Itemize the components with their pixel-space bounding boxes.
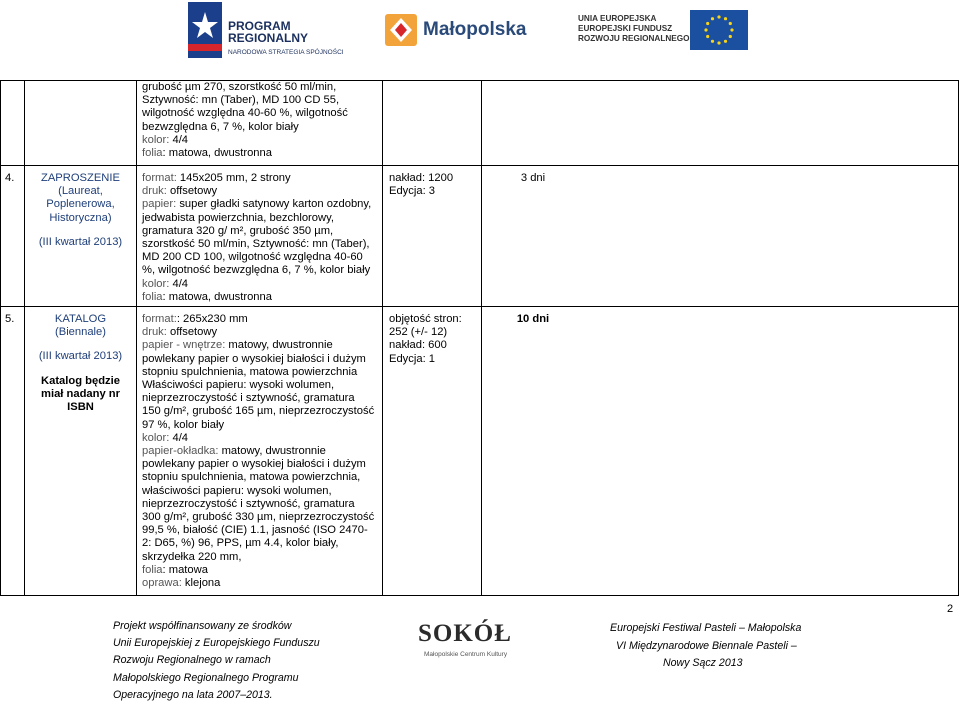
time-label: 3 dni xyxy=(520,172,546,184)
sokol-text: SOKÓŁ xyxy=(418,620,512,647)
spec-line: 2: D65, %) 96, PPS, µm 4.4, kolor biały, xyxy=(142,537,339,550)
naklad-label: nakład: 1200 xyxy=(389,172,454,184)
program-regionalny-logo xyxy=(188,2,348,68)
program-subtitle: NARODOWA STRATEGIA SPÓJNOŚCI xyxy=(228,49,344,56)
pages-value: 252 (+/- 12) xyxy=(389,326,448,339)
row-number: 5. xyxy=(5,313,15,325)
spec-line: gramatura 320 g/ m², grubość 350 µm, xyxy=(142,224,334,237)
spec-line: szorstkość 50 ml/min, Sztywność: mn (Taber), xyxy=(142,238,370,251)
sokol-logo xyxy=(418,620,518,660)
column-border xyxy=(136,80,137,596)
spec-line: nieprzezroczystość i sztywność, gramatura xyxy=(142,392,355,405)
kolor-line: kolor: 4/4 xyxy=(142,431,189,444)
spec-line: skrzydełka 220 mm, xyxy=(142,550,242,563)
folia-line: folia: matowa, dwustronna xyxy=(142,147,272,160)
edycja-label: Edycja: 1 xyxy=(389,352,436,365)
program-title-2: REGIONALNY xyxy=(228,31,309,45)
eu-flag-icon xyxy=(690,10,748,50)
quantity-cell xyxy=(389,172,453,198)
isbn-note: Katalog będzie miał nadany nr ISBN xyxy=(41,374,120,414)
item-name-cell: KATALOG (Biennale) (III kwartał 2013) Katalog będzie miał nadany nr ISBN xyxy=(25,313,136,414)
malopolska-logo xyxy=(385,14,530,48)
spec-line: Właściwości papieru: wysoki wolumen, xyxy=(142,379,335,392)
spec-line: %, wilgotność bezwzględna 6, 7 %, kolor biały xyxy=(142,264,371,277)
spec-line: nieprzezroczystość i sztywność, gramatura xyxy=(142,497,355,510)
folia-line: folia: matowa, dwustronna xyxy=(142,290,272,303)
column-border xyxy=(481,80,482,596)
spec-line: 99,5 %, białość (CIE) 1.1, jasność (ISO 2470- xyxy=(142,524,368,537)
column-border xyxy=(0,80,1,596)
kolor-line: kolor: 4/4 xyxy=(142,133,189,146)
format-line: format:: 265x230 mm xyxy=(142,313,248,325)
pages-label: objętość stron: xyxy=(389,313,462,325)
naklad-label: nakład: 600 xyxy=(389,339,447,352)
time-cell xyxy=(482,313,584,326)
spec-line: powlekany papier o wysokiej białości i dużym xyxy=(142,352,366,365)
table-bottom-border xyxy=(0,595,959,596)
spec-line: bezwzględna 6, 7 %, kolor biały xyxy=(142,120,299,133)
column-border xyxy=(382,80,383,596)
quarter-label: (III kwartał 2013) xyxy=(38,235,123,248)
malopolska-mark-icon xyxy=(385,14,417,46)
spec-line: Sztywność: mn (Taber), MD 100 CD 55, xyxy=(142,94,340,107)
spec-line: jedwabista powierzchnia, bezchlorowy, xyxy=(142,211,334,224)
star-logo-icon xyxy=(188,2,222,58)
druk-line: druk: offsetowy xyxy=(142,326,218,339)
eu-logo xyxy=(578,10,750,50)
edycja-label: Edycja: 3 xyxy=(389,185,436,198)
folia-line: folia: matowa xyxy=(142,563,208,576)
program-title-1: PROGRAM xyxy=(228,19,291,33)
malopolska-text: Małopolska xyxy=(423,19,527,40)
kolor-line: kolor: 4/4 xyxy=(142,277,189,290)
time-label: 10 dni xyxy=(516,313,550,325)
sokol-subtitle: Małopolskie Centrum Kultury xyxy=(424,651,508,658)
row-divider xyxy=(0,165,959,166)
spec-line: stopniu spulchnienia, matowa powierzchnia xyxy=(142,365,358,378)
oprawa-line: oprawa: klejona xyxy=(142,577,221,590)
spec-line: stopniu spulchnienia, matowa powierzchnia, xyxy=(142,471,361,484)
spec-line: 300 g/m², grubość 330 µm, nieprzezroczystość xyxy=(142,511,375,524)
spec-line: właściwości papieru: wysoki wolumen, xyxy=(142,484,332,497)
spec-cell-prev xyxy=(142,81,348,160)
spec-cell xyxy=(142,172,371,304)
item-name-cell: ZAPROSZENIE (Laureat, Poplenerowa, Historyczna) (III kwartał 2013) xyxy=(25,172,136,249)
page-number: 2 xyxy=(947,603,954,615)
format-line: format: 145x205 mm, 2 strony xyxy=(142,172,291,184)
footer-funding-note: Projekt współfinansowany ze środków Unii Europejskiej z Europejskiego Funduszu Rozwoju Regionalnego w ramach Małopolskiego Regionalnego Programu Operacyjnego na lata 2007–2013. xyxy=(113,620,320,701)
row-divider xyxy=(0,306,959,307)
papier-line: papier: super gładki satynowy karton ozdobny, xyxy=(142,198,372,211)
eu-text: UNIA EUROPEJSKA EUROPEJSKI FUNDUSZ ROZWOJU REGIONALNEGO xyxy=(578,14,690,43)
spec-line: MD 200 CD 100, wilgotność względna 40-60 xyxy=(142,251,363,264)
time-cell xyxy=(482,172,584,185)
spec-cell xyxy=(142,313,374,590)
papier-line: papier - wnętrze: matowy, dwustronnie xyxy=(142,339,333,352)
row-number: 4. xyxy=(5,172,15,184)
okladka-line: papier-okładka: matowy, dwustronnie xyxy=(142,445,326,458)
quarter-label: (III kwartał 2013) xyxy=(38,350,123,363)
spec-line: wilgotność względna 40-60 %, wilgotność xyxy=(142,107,348,120)
spec-line: 97 %, kolor biały xyxy=(142,418,225,431)
spec-line: grubość µm 270, szorstkość 50 ml/min, xyxy=(142,81,337,93)
spec-line: powlekany papier o wysokiej białości i dużym xyxy=(142,458,366,471)
druk-line: druk: offsetowy xyxy=(142,185,218,198)
footer-event-note: Europejski Festiwal Pasteli – Małopolska VI Międzynarodowe Biennale Pasteli – Nowy Sącz 2013 xyxy=(610,622,802,669)
spec-line: 150 g/m², grubość 165 µm, nieprzezroczystość xyxy=(142,405,375,418)
quantity-cell xyxy=(389,313,462,366)
